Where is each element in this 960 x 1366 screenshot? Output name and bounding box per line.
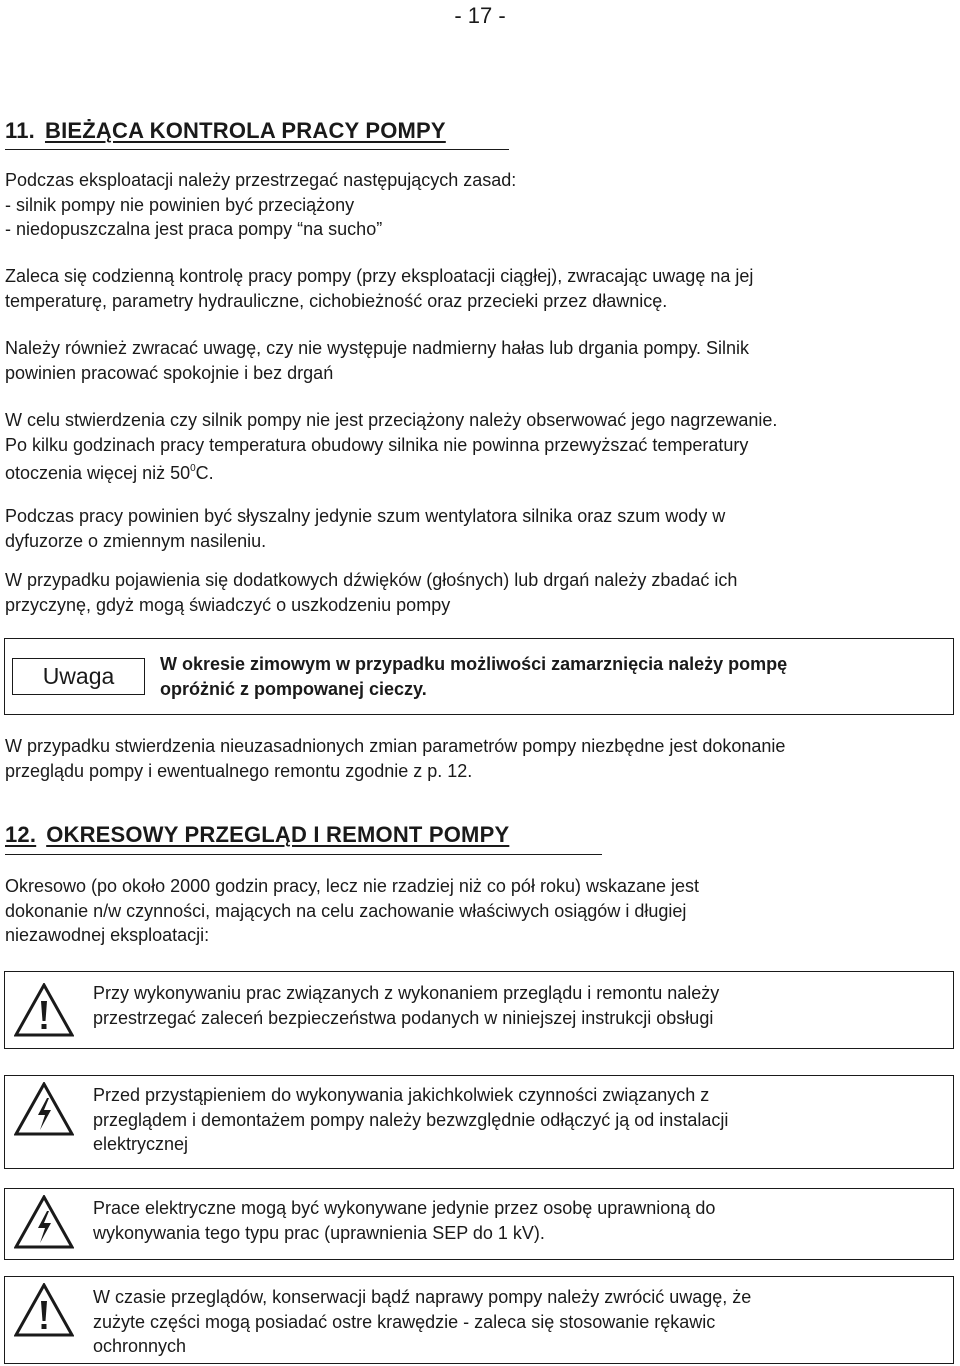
electric-hazard-icon	[14, 1082, 74, 1136]
section-12-rule	[5, 854, 602, 855]
warning-text	[93, 1196, 913, 1245]
warning-line: elektrycznej	[93, 1134, 189, 1154]
text-line: przeglądu pompy i ewentualnego remontu zgodnie z p. 12.	[5, 760, 473, 781]
text-line: W celu stwierdzenia czy silnik pompy nie jest przeciążony należy obserwować jego nagrzewanie.	[5, 410, 778, 430]
warning-text	[93, 1083, 913, 1157]
notice-text	[160, 652, 940, 701]
text-line: dyfuzorze o zmiennym nasileniu.	[5, 530, 267, 551]
paragraph-overload	[5, 408, 905, 486]
text-line	[5, 457, 905, 486]
section-12-title: OKRESOWY PRZEGLĄD I REMONT POMPY	[46, 822, 510, 847]
warning-line: W czasie przeglądów, konserwacji bądź naprawy pompy należy zwrócić uwagę, że	[93, 1287, 752, 1307]
text-line: W przypadku pojawienia się dodatkowych dźwięków (głośnych) lub drgań należy zbadać ich	[5, 570, 738, 590]
notice-line: opróżnić z pompowanej cieczy.	[160, 678, 427, 699]
notice-line: W okresie zimowym w przypadku możliwości zamarznięcia należy pompę	[160, 654, 788, 674]
paragraph-daily-control	[5, 264, 905, 313]
section-11-heading	[5, 118, 446, 144]
section-12-heading	[5, 822, 509, 848]
text-line: powinien pracować spokojnie i bez drgań	[5, 362, 334, 383]
warning-line: przeglądem i demontażem pompy należy bezwzględnie odłączyć ją od instalacji	[93, 1109, 729, 1130]
temperature-unit: C.	[195, 463, 214, 483]
exclamation-warning-icon	[14, 1283, 74, 1337]
warning-text	[93, 1285, 913, 1359]
section-11-intro	[5, 168, 905, 242]
text-line: Zaleca się codzienną kontrolę pracy pompy (przy eksploatacji ciągłej), zwracając uwagę na jej	[5, 266, 754, 286]
text-line: temperaturę, parametry hydrauliczne, cichobieżność oraz przecieki przez dławnicę.	[5, 290, 668, 311]
exclamation-warning-icon	[14, 983, 74, 1037]
text-line: Podczas pracy powinien być słyszalny jedynie szum wentylatora silnika oraz szum wody w	[5, 506, 726, 526]
degree-superscript: 0	[190, 463, 196, 474]
warning-line: Przy wykonywaniu prac związanych z wykonaniem przeglądu i remontu należy	[93, 983, 720, 1003]
warning-line: ochronnych	[93, 1336, 187, 1356]
temperature-text: otoczenia więcej niż 50	[5, 463, 191, 483]
warning-line: wykonywania tego typu prac (uprawnienia SEP do 1 kV).	[93, 1222, 545, 1243]
text-line: - silnik pompy nie powinien być przeciążony	[5, 194, 355, 215]
text-line: Po kilku godzinach pracy temperatura obudowy silnika nie powinna przewyższać temperatury	[5, 434, 749, 455]
section-11-number: 11.	[5, 118, 35, 143]
paragraph-extra-sounds	[5, 568, 905, 617]
section-12-intro	[5, 874, 905, 948]
warning-line: Prace elektryczne mogą być wykonywane jedynie przez osobę uprawnioną do	[93, 1198, 716, 1218]
warning-line: przestrzegać zaleceń bezpieczeństwa podanych w niniejszej instrukcji obsługi	[93, 1007, 714, 1028]
section-12-number: 12.	[5, 822, 37, 847]
text-line: - niedopuszczalna jest praca pompy “na sucho”	[5, 219, 383, 239]
text-line: Należy również zwracać uwagę, czy nie występuje nadmierny hałas lub drgania pompy. Silnik	[5, 338, 750, 358]
warning-line: Przed przystąpieniem do wykonywania jakichkolwiek czynności związanych z	[93, 1085, 710, 1105]
warning-line: zużyte części mogą posiadać ostre krawędzie - zaleca się stosowanie rękawic	[93, 1311, 716, 1332]
section-11-rule	[5, 149, 509, 150]
text-line: W przypadku stwierdzenia nieuzasadnionych zmian parametrów pompy niezbędne jest dokonanie	[5, 736, 786, 756]
electric-hazard-icon	[14, 1195, 74, 1249]
section-11-title: BIEŻĄCA KONTROLA PRACY POMPY	[44, 118, 446, 143]
warning-text	[93, 981, 913, 1030]
text-line: przyczynę, gdyż mogą świadczyć o uszkodzeniu pompy	[5, 594, 451, 615]
paragraph-sound	[5, 504, 905, 553]
paragraph-noise	[5, 336, 905, 385]
notice-label: Uwaga	[12, 658, 145, 695]
text-line: Podczas eksploatacji należy przestrzegać następujących zasad:	[5, 170, 517, 190]
paragraph-parameters	[5, 734, 905, 783]
text-line: dokonanie n/w czynności, mających na celu zachowanie właściwych osiągów i długiej	[5, 900, 687, 921]
text-line: niezawodnej eksploatacji:	[5, 925, 210, 945]
text-line: Okresowo (po około 2000 godzin pracy, lecz nie rzadziej niż co pół roku) wskazane jest	[5, 876, 700, 896]
page-number: - 17 -	[454, 3, 506, 28]
